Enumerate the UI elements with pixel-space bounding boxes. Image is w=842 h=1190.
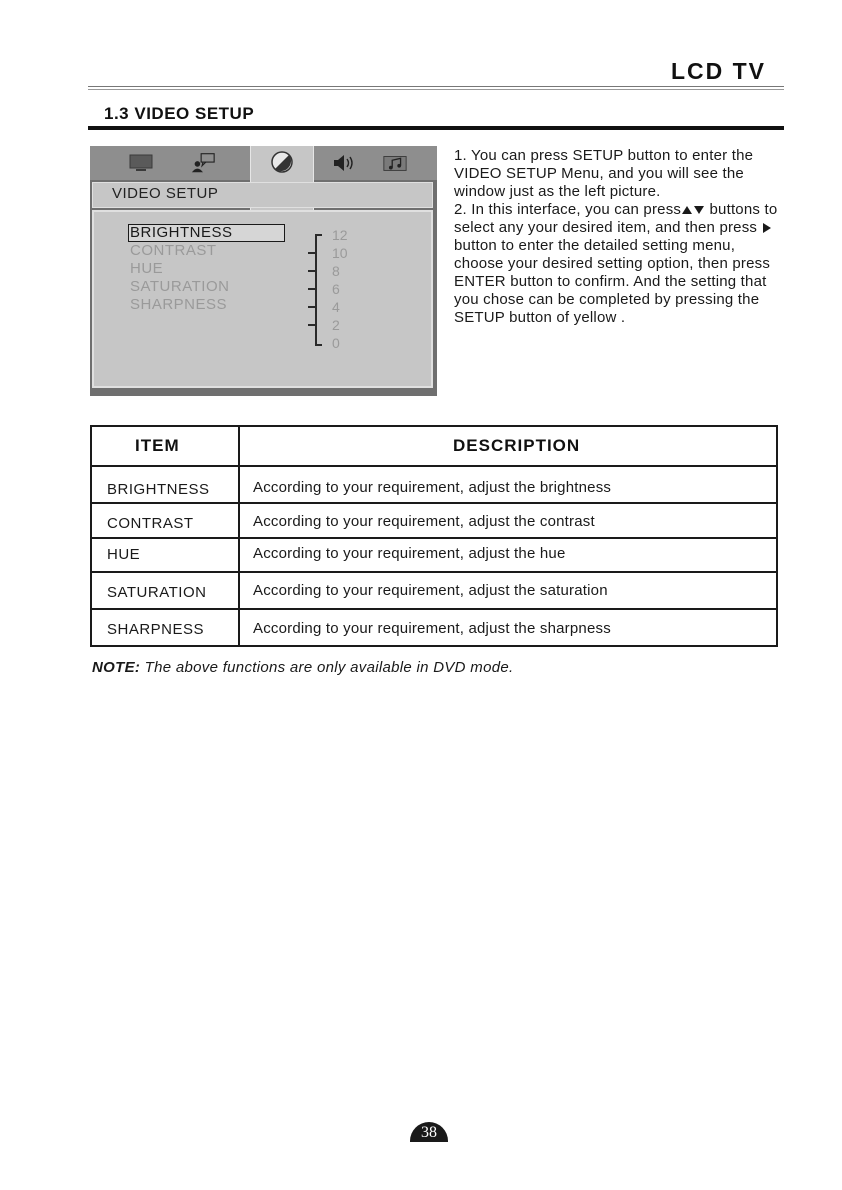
scale-tick: [308, 270, 316, 272]
table-row-divider: [90, 502, 778, 504]
scale-label[interactable]: 12: [332, 227, 348, 243]
note: [92, 659, 513, 676]
table-header-item: ITEM: [135, 436, 180, 455]
up-arrow-icon: [682, 206, 692, 214]
brand-title: LCD TV: [670, 58, 766, 84]
scale-label[interactable]: 0: [332, 335, 340, 351]
table-row-description: According to your requirement, adjust the saturation: [253, 582, 608, 599]
table-row-divider: [90, 608, 778, 610]
right-arrow-icon: [763, 223, 771, 233]
video-setup-osd-screenshot: [90, 146, 437, 396]
table-row-divider: [90, 537, 778, 539]
osd-level-scale: [315, 234, 317, 346]
scale-label[interactable]: 8: [332, 263, 340, 279]
scale-label[interactable]: 2: [332, 317, 340, 333]
table-row-item: HUE: [107, 546, 141, 563]
note-text: The above functions are only available in DVD mode.: [140, 659, 514, 676]
scale-tick: [308, 288, 316, 290]
note-label: NOTE:: [92, 659, 141, 676]
music-folder-icon: [382, 152, 408, 174]
table-header-description: DESCRIPTION: [453, 436, 581, 455]
table-row-description: According to your requirement, adjust the brightness: [253, 479, 612, 496]
table-row-description: According to your requirement, adjust the sharpness: [253, 620, 611, 637]
scale-label[interactable]: 10: [332, 245, 348, 261]
settings-table: [90, 425, 778, 647]
table-row-item: BRIGHTNESS: [107, 481, 210, 498]
page-number: 38: [421, 1124, 437, 1141]
table-row-item: SHARPNESS: [107, 621, 205, 638]
table-row-divider: [90, 571, 778, 573]
scale-tick: [308, 306, 316, 308]
header-rule: [88, 89, 784, 90]
scale-label[interactable]: 4: [332, 299, 340, 315]
table-column-divider: [238, 425, 240, 647]
table-row-item: CONTRAST: [107, 515, 194, 532]
scale-tick: [308, 324, 316, 326]
section-title: 1.3 VIDEO SETUP: [104, 104, 255, 123]
instruction-step-2-part-a: 2. In this interface, you can press: [454, 201, 682, 218]
table-row-description: According to your requirement, adjust the hue: [253, 545, 566, 562]
instructions: [454, 147, 784, 327]
instruction-step-2-part-b: buttons to select any your desired item, and then press: [454, 201, 778, 236]
osd-item-hue[interactable]: HUE: [130, 260, 164, 277]
instruction-step-2: [454, 201, 784, 327]
osd-item-contrast[interactable]: CONTRAST: [130, 242, 217, 259]
osd-item-sharpness[interactable]: SHARPNESS: [130, 296, 228, 313]
table-row-description: According to your requirement, adjust the contrast: [253, 513, 595, 530]
contrast-circle-icon: [270, 150, 294, 179]
osd-item-brightness[interactable]: BRIGHTNESS: [130, 224, 233, 241]
section-rule: [88, 126, 784, 130]
osd-menu-title: VIDEO SETUP: [112, 185, 219, 202]
person-speech-icon: [190, 152, 216, 174]
table-row-item: SATURATION: [107, 584, 207, 601]
header-rule: [88, 86, 784, 87]
osd-item-saturation[interactable]: SATURATION: [130, 278, 230, 295]
scale-tick: [308, 252, 316, 254]
speaker-icon: [330, 152, 356, 174]
down-arrow-icon: [694, 206, 704, 214]
scale-bottom-cap: [315, 344, 322, 346]
scale-label[interactable]: 6: [332, 281, 340, 297]
tv-icon: [128, 152, 154, 174]
scale-top-cap: [315, 234, 322, 236]
instruction-step-1: 1. You can press SETUP button to enter the VIDEO SETUP Menu, and you will see the window just as the left picture.: [454, 147, 754, 200]
table-row-divider: [90, 465, 778, 467]
instruction-step-2-part-c: button to enter the detailed setting menu, choose your desired setting option, then press ENTER button to confirm. And the setting that you chose can be completed by pressing the SETUP button of yellow .: [454, 237, 771, 326]
